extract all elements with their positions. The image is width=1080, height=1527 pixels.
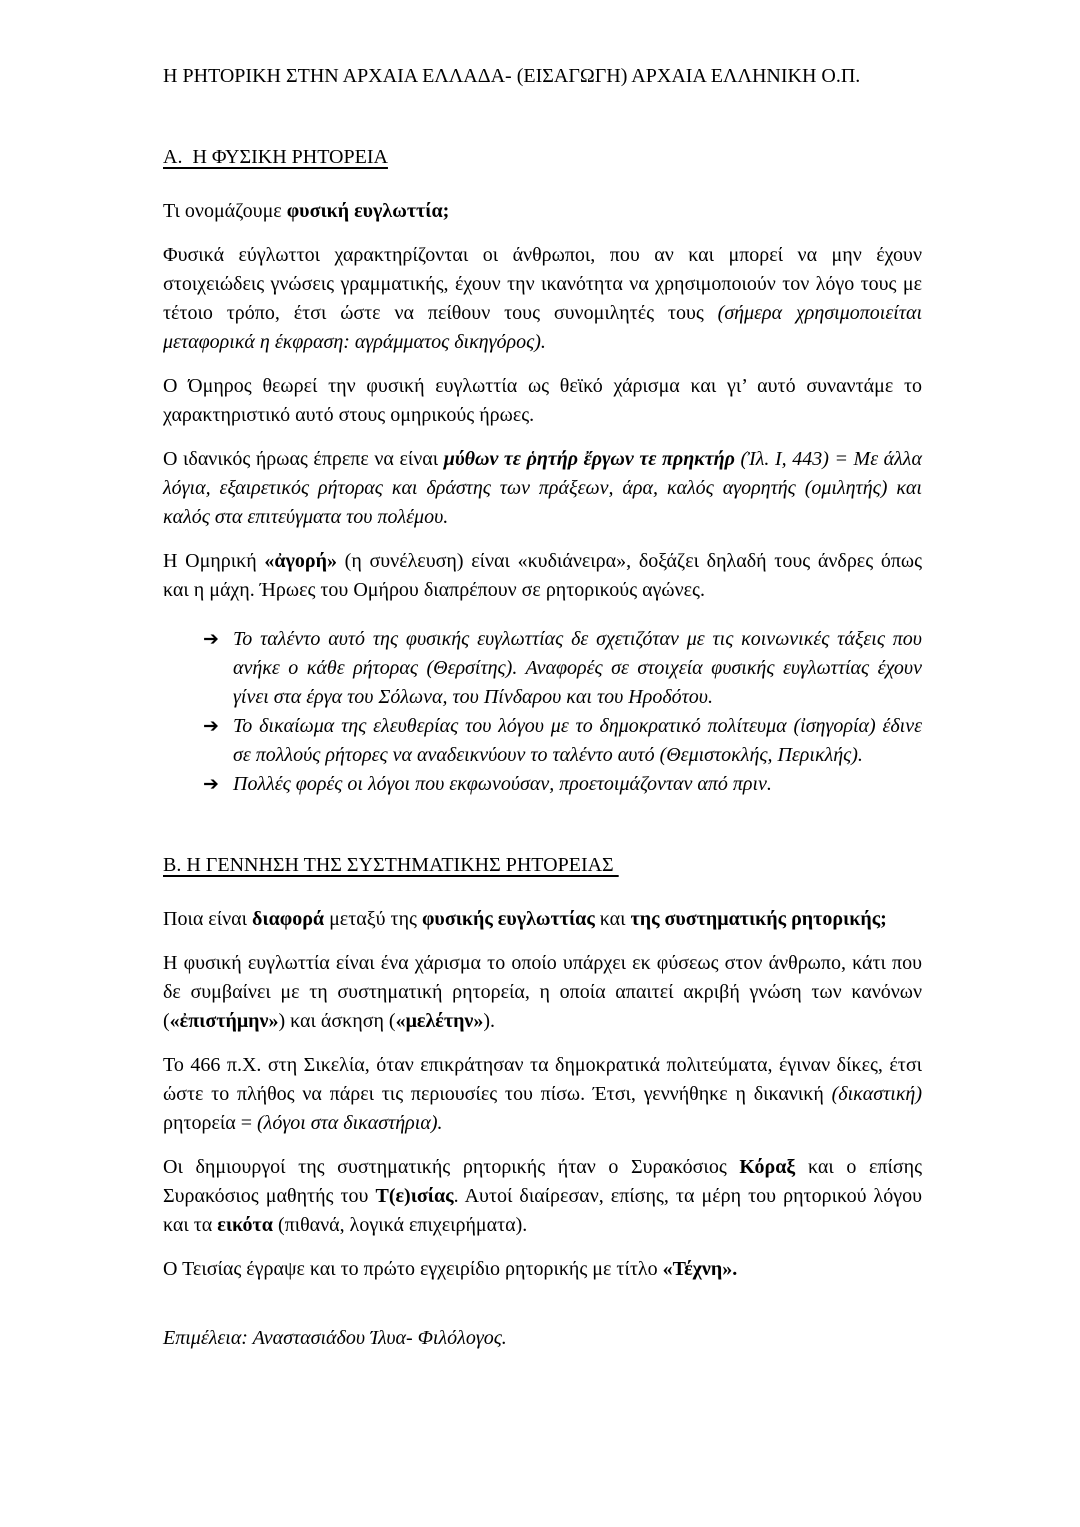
question-2 bbox=[163, 905, 922, 934]
text-run: Τ(ε)ισίας bbox=[375, 1185, 454, 1207]
text-run: «Τέχνη». bbox=[662, 1258, 738, 1280]
text-run: μύθων τε ῥητήρ ἔργων τε πρηκτήρ bbox=[443, 448, 741, 470]
text-run: εικότα bbox=[217, 1214, 273, 1236]
text-run: Ποια είναι bbox=[163, 908, 252, 930]
para-homer bbox=[163, 372, 922, 430]
text-run: Ο ιδανικός ήρωας έπρεπε να είναι bbox=[163, 448, 444, 470]
text-run: ρητορεία = bbox=[163, 1112, 257, 1134]
text-run: ) και άσκηση ( bbox=[278, 1010, 396, 1032]
text-run: «μελέτην» bbox=[395, 1010, 484, 1032]
document-title: Η ΡΗΤΟΡΙΚΗ ΣΤΗΝ ΑΡΧΑΙΑ ΕΛΛΑΔΑ- (ΕΙΣΑΓΩΓΗ) ΑΡΧΑΙΑ ΕΛΛΗΝΙΚΗ Ο.Π. bbox=[163, 65, 861, 87]
text-run: «ἀγορή» bbox=[264, 550, 337, 572]
para-difference bbox=[163, 949, 922, 1036]
arrow-bullet-icon: ➔ bbox=[203, 773, 219, 795]
para-korax-tisias bbox=[163, 1153, 922, 1240]
text-run: Ο Όμηρος θεωρεί την φυσική ευγλωττία ως θεϊκό χάρισμα και γι’ αυτό συναντάμε το χαρακτηριστικό αυτό στους ομηρικούς ήρωες. bbox=[163, 375, 922, 426]
text-run: Το ταλέντο αυτό της φυσικής ευγλωττίας δε σχετιζόταν με τις κοινωνικές τάξεις που ανήκε ο κάθε ρήτορας (Θερσίτης). Αναφορές σε στοιχεία φυσικής ευγλωττίας έχουν γίνει στα έργα του Σόλωνα, του Πίνδαρου και του Ηροδότου. bbox=[233, 628, 922, 708]
text-run: Ο Τεισίας έγραψε και το πρώτο εγχειρίδιο ρητορικής με τίτλο bbox=[163, 1258, 663, 1280]
question-1 bbox=[163, 197, 922, 226]
text-run: Το δικαίωμα της ελευθερίας του λόγου με το δημοκρατικό πολίτευμα (ἰσηγορία) έδινε σε πολλούς ρήτορες να αναδεικνύουν το ταλέντο αυτό (Θεμιστοκλής, Περικλής). bbox=[233, 715, 922, 766]
text-run: Φυσικά εύγλωττοι χαρακτηρίζονται οι άνθρωποι, που αν και μπορεί να μην έχουν στοιχειώδεις γνώσεις γραμματικής, έχουν την ικανότητα να χρησιμοποιούν τον λόγο τους με τέτοιο τρόπο, έτσι ώστε να πείθουν τους συνομιλητές τους bbox=[163, 244, 922, 324]
para-ideal-hero bbox=[163, 445, 922, 532]
text-run: (λόγοι στα δικαστήρια). bbox=[257, 1112, 443, 1134]
bullet-item bbox=[163, 712, 922, 770]
bullet-list-natural-rhetoric-notes bbox=[163, 625, 922, 799]
text-run: Τι ονομάζουμε bbox=[163, 200, 287, 222]
section-heading-text: Β. Η ΓΕΝΝΗΣΗ ΤΗΣ ΣΥΣΤΗΜΑΤΙΚΗΣ ΡΗΤΟΡΕΙΑΣ bbox=[163, 854, 619, 876]
text-run: και ο επίσης Συρακόσιος μαθητής του bbox=[163, 1156, 922, 1207]
footer-note: Επιμέλεια: Αναστασιάδου Ίλυα- Φιλόλογος. bbox=[163, 1327, 507, 1349]
section-heading-heading-a bbox=[163, 143, 922, 172]
arrow-bullet-icon: ➔ bbox=[203, 715, 219, 737]
text-run: (πιθανά, λογικά επιχειρήματα). bbox=[272, 1214, 528, 1236]
text-run: φυσικής ευγλωττίας bbox=[421, 908, 595, 930]
text-run: και bbox=[594, 908, 631, 930]
text-run: . Αυτοί διαίρεσαν, επίσης, τα μέρη του ρητορικού λόγου και τα bbox=[163, 1185, 922, 1236]
arrow-bullet-icon: ➔ bbox=[203, 628, 219, 650]
text-run: Οι δημιουργοί της συστηματικής ρητορικής ήταν ο Συρακόσιος bbox=[163, 1156, 740, 1178]
text-run: Πολλές φορές οι λόγοι που εκφωνούσαν, προετοιμάζονταν από πριν. bbox=[233, 773, 772, 795]
text-run: «ἐπιστήμην» bbox=[169, 1010, 279, 1032]
bullet-item bbox=[163, 625, 922, 712]
text-run: (Ἰλ. Ι, 443) = Με άλλα λόγια, εξαιρετικός ρήτορας και δράστης των πράξεων, άρα, καλός αγορητής (ομιλητής) και καλός στα επιτεύγματα του πολέμου. bbox=[163, 448, 922, 528]
bullet-item-text bbox=[233, 712, 922, 770]
bullet-item-text bbox=[233, 625, 922, 712]
text-run: (η συνέλευση) είναι «κυδιάνειρα», δοξάζει δηλαδή τους άνδρες όπως και η μάχη. Ήρωες του Ομήρου διαπρέπουν σε ρητορικούς αγώνες. bbox=[163, 550, 923, 601]
para-natural-eloquence bbox=[163, 241, 922, 357]
text-run: Η Ομηρική bbox=[163, 550, 265, 572]
document-body bbox=[163, 143, 922, 1284]
para-techni bbox=[163, 1255, 922, 1284]
text-run: μεταξύ της bbox=[324, 908, 422, 930]
para-agora bbox=[163, 547, 922, 605]
text-run: (δικαστική) bbox=[831, 1083, 922, 1105]
text-run: Κόραξ bbox=[739, 1156, 796, 1178]
bullet-item-text bbox=[233, 770, 922, 799]
text-run: φυσική ευγλωττία; bbox=[286, 200, 450, 222]
para-466bc bbox=[163, 1051, 922, 1138]
text-run: διαφορά bbox=[251, 908, 325, 930]
text-run: της συστηματικής ρητορικής; bbox=[630, 908, 887, 930]
text-run: Η φυσική ευγλωττία είναι ένα χάρισμα το οποίο υπάρχει εκ φύσεως στον άνθρωπο, κάτι που δε συμβαίνει με τη συστηματική ρητορεία, η οποία απαιτεί ακριβή γνώση των κανόνων ( bbox=[163, 952, 922, 1032]
section-heading-text: Α. Η ΦΥΣΙΚΗ ΡΗΤΟΡΕΙΑ bbox=[163, 146, 388, 168]
text-run: (σήμερα χρησιμοποιείται μεταφορικά η έκφραση: αγράμματος δικηγόρος). bbox=[163, 302, 923, 353]
section-heading-heading-b bbox=[163, 851, 922, 880]
text-run: Το 466 π.Χ. στη Σικελία, όταν επικράτησαν τα δημοκρατικά πολιτεύματα, έγιναν δίκες, έτσι ώστε το πλήθος να πάρει τις περιουσίες του πίσω. Έτσι, γεννήθηκε η δικανική bbox=[163, 1054, 922, 1105]
bullet-item bbox=[163, 770, 922, 799]
text-run: ). bbox=[483, 1010, 496, 1032]
